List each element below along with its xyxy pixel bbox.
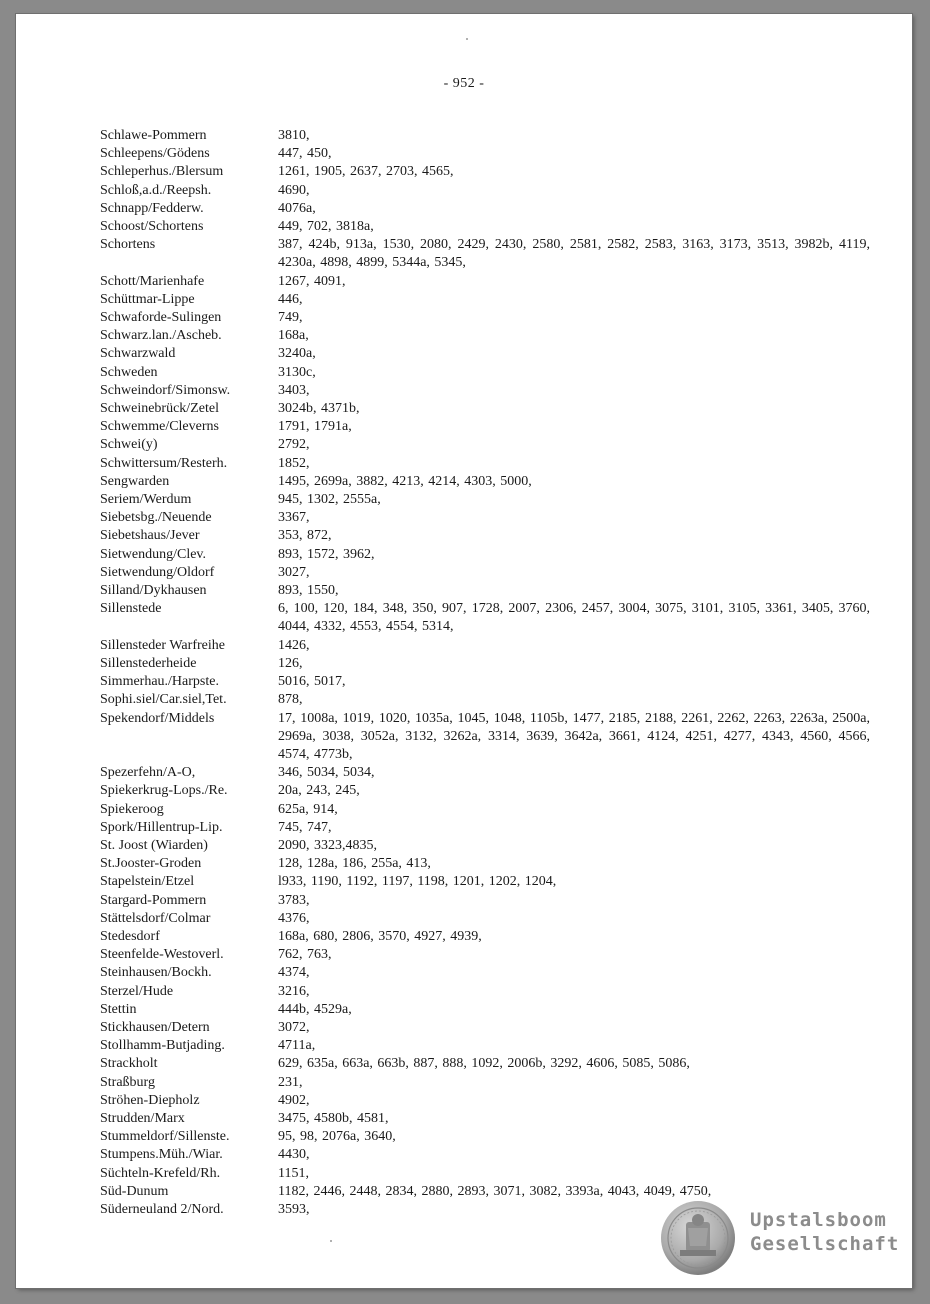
place-name: Sietwendung/Oldorf bbox=[100, 564, 215, 580]
reference-numbers: 1182, 2446, 2448, 2834, 2880, 2893, 3071, 3082, 3393a, 4043, 4049, 4750, bbox=[278, 1183, 712, 1199]
index-entry bbox=[100, 564, 870, 582]
reference-numbers: 353, 872, bbox=[278, 528, 332, 544]
reference-numbers: 3403, bbox=[278, 382, 310, 398]
place-name: Schott/Marienhafe bbox=[100, 273, 205, 289]
place-name: Süchteln-Krefeld/Rh. bbox=[100, 1165, 221, 1181]
reference-numbers: 446, bbox=[278, 291, 303, 307]
place-name: Stettin bbox=[100, 1001, 137, 1017]
place-name: Schwaforde-Sulingen bbox=[100, 310, 222, 326]
index-entry bbox=[100, 364, 870, 382]
reference-numbers: 3810, bbox=[278, 128, 310, 143]
index-entry bbox=[100, 1146, 870, 1164]
index-entry bbox=[100, 345, 870, 363]
index-entry bbox=[100, 655, 870, 673]
place-name: Schwei(y) bbox=[100, 437, 158, 453]
reference-numbers: 126, bbox=[278, 655, 303, 671]
reference-numbers: 5016, 5017, bbox=[278, 674, 346, 690]
index-entry bbox=[100, 309, 870, 327]
index-entry bbox=[100, 291, 870, 309]
reference-numbers: 3024b, 4371b, bbox=[278, 401, 360, 417]
place-name: Stickhausen/Detern bbox=[100, 1019, 210, 1035]
reference-numbers: 17, 1008a, 1019, 1020, 1035a, 1045, 1048, 1105b, 1477, 2185, 2188, 2261, 2262, 2263, 2263a, 2500a, 2969a, 3038, 3052a, 3132, 3262a, 3314, 3639, 3642a, 3661, 4124, 4251, 4277, 4343, 4560, 4566, 4574, 4773b, bbox=[278, 710, 870, 762]
index-entry bbox=[100, 127, 870, 145]
place-name: Stummeldorf/Sillenste. bbox=[100, 1129, 230, 1145]
reference-numbers: 2090, 3323,4835, bbox=[278, 837, 377, 853]
place-name: Schlawe-Pommern bbox=[100, 128, 207, 143]
place-name: Sengwarden bbox=[100, 473, 170, 489]
reference-numbers: 629, 635a, 663a, 663b, 887, 888, 1092, 2006b, 3292, 4606, 5085, 5086, bbox=[278, 1056, 690, 1072]
reference-numbers: 4690, bbox=[278, 182, 310, 198]
place-name: Süderneuland 2/Nord. bbox=[100, 1201, 224, 1217]
index-entry bbox=[100, 546, 870, 564]
reference-numbers: 4374, bbox=[278, 965, 310, 981]
index-entry bbox=[100, 928, 870, 946]
reference-numbers: 893, 1572, 3962, bbox=[278, 546, 375, 562]
page-number: - 952 - bbox=[443, 76, 485, 91]
place-name: Stedesdorf bbox=[100, 928, 160, 944]
place-name: Siebetsbg./Neuende bbox=[100, 510, 212, 526]
index-entry bbox=[100, 400, 870, 418]
index-entry bbox=[100, 1037, 870, 1055]
index-entry bbox=[100, 582, 870, 600]
place-name: Schoost/Schortens bbox=[100, 219, 204, 235]
reference-numbers: 1426, bbox=[278, 637, 310, 653]
place-name: Ströhen-Diepholz bbox=[100, 1092, 200, 1108]
index-entry bbox=[100, 455, 870, 473]
index-entry bbox=[100, 1183, 870, 1201]
index-list bbox=[100, 127, 870, 1219]
society-logo bbox=[660, 1200, 910, 1278]
place-name: St.Jooster-Groden bbox=[100, 856, 202, 872]
index-entry bbox=[100, 327, 870, 345]
index-entry bbox=[100, 509, 870, 527]
index-entry bbox=[100, 764, 870, 782]
place-name: Stumpens.Müh./Wiar. bbox=[100, 1147, 223, 1163]
place-name: Schüttmar-Lippe bbox=[100, 291, 195, 307]
reference-numbers: 128, 128a, 186, 255a, 413, bbox=[278, 856, 431, 872]
logo-line-1: Upstalsboom bbox=[750, 1209, 887, 1231]
place-name: Seriem/Werdum bbox=[100, 492, 192, 508]
index-entry bbox=[100, 1092, 870, 1110]
reference-numbers: 449, 702, 3818a, bbox=[278, 219, 374, 235]
scan-speck bbox=[330, 1240, 332, 1242]
reference-numbers: 3216, bbox=[278, 983, 310, 999]
index-entry bbox=[100, 873, 870, 891]
index-entry bbox=[100, 382, 870, 400]
reference-numbers: 3367, bbox=[278, 510, 310, 526]
place-name: Schwittersum/Resterh. bbox=[100, 455, 228, 471]
index-entry bbox=[100, 1074, 870, 1092]
index-entry bbox=[100, 527, 870, 545]
index-entry bbox=[100, 1110, 870, 1128]
place-name: Stargard-Pommern bbox=[100, 892, 207, 908]
place-name: Süd-Dunum bbox=[100, 1183, 169, 1199]
reference-numbers: 447, 450, bbox=[278, 146, 332, 162]
reference-numbers: 95, 98, 2076a, 3640, bbox=[278, 1129, 396, 1145]
index-entry bbox=[100, 837, 870, 855]
reference-numbers: 625a, 914, bbox=[278, 801, 338, 817]
reference-numbers: 444b, 4529a, bbox=[278, 1001, 352, 1017]
place-name: Schortens bbox=[100, 237, 156, 253]
index-entry bbox=[100, 1128, 870, 1146]
index-entry bbox=[100, 1165, 870, 1183]
reference-numbers: 878, bbox=[278, 692, 303, 708]
place-name: Stollhamm-Butjading. bbox=[100, 1038, 225, 1054]
reference-numbers: 4376, bbox=[278, 910, 310, 926]
reference-numbers: 6, 100, 120, 184, 348, 350, 907, 1728, 2007, 2306, 2457, 3004, 3075, 3101, 3105, 3361, 3405, 3760, 4044, 4332, 4553, 4554, 5314, bbox=[278, 601, 870, 635]
reference-numbers: 1267, 4091, bbox=[278, 273, 346, 289]
index-entry bbox=[100, 218, 870, 236]
reference-numbers: 945, 1302, 2555a, bbox=[278, 492, 381, 508]
place-name: Schwarz.lan./Ascheb. bbox=[100, 328, 222, 344]
place-name: Sietwendung/Clev. bbox=[100, 546, 207, 562]
place-name: Siebetshaus/Jever bbox=[100, 528, 200, 544]
reference-numbers: 749, bbox=[278, 310, 303, 326]
place-name: Schloß,a.d./Reepsh. bbox=[100, 182, 212, 198]
index-entry bbox=[100, 436, 870, 454]
reference-numbers: 3475, 4580b, 4581, bbox=[278, 1110, 389, 1126]
place-name: Spekendorf/Middels bbox=[100, 710, 215, 726]
index-entry bbox=[100, 801, 870, 819]
place-name: Schnapp/Fedderw. bbox=[100, 200, 204, 216]
place-name: Sillenstederheide bbox=[100, 655, 197, 671]
place-name: Schweinebrück/Zetel bbox=[100, 401, 219, 417]
index-entry bbox=[100, 892, 870, 910]
index-entry bbox=[100, 946, 870, 964]
index-entry bbox=[100, 855, 870, 873]
index-entry bbox=[100, 200, 870, 218]
place-name: Simmerhau./Harpste. bbox=[100, 674, 219, 690]
place-name: Sterzel/Hude bbox=[100, 983, 174, 999]
index-entry bbox=[100, 983, 870, 1001]
place-name: St. Joost (Wiarden) bbox=[100, 837, 208, 853]
place-name: Straßburg bbox=[100, 1074, 155, 1090]
reference-numbers: 2792, bbox=[278, 437, 310, 453]
seal-icon bbox=[660, 1200, 736, 1276]
reference-numbers: 3783, bbox=[278, 892, 310, 908]
index-entry bbox=[100, 673, 870, 691]
reference-numbers: 1791, 1791a, bbox=[278, 419, 352, 435]
index-entry bbox=[100, 418, 870, 436]
reference-numbers: 4076a, bbox=[278, 200, 316, 216]
index-entry bbox=[100, 1055, 870, 1073]
reference-numbers: 745, 747, bbox=[278, 819, 332, 835]
reference-numbers: l933, 1190, 1192, 1197, 1198, 1201, 1202, 1204, bbox=[278, 874, 557, 890]
reference-numbers: 4430, bbox=[278, 1147, 310, 1163]
index-entry bbox=[100, 637, 870, 655]
place-name: Steinhausen/Bockh. bbox=[100, 965, 212, 981]
place-name: Steenfelde-Westoverl. bbox=[100, 947, 224, 963]
reference-numbers: 1151, bbox=[278, 1165, 309, 1181]
index-entry bbox=[100, 236, 870, 272]
index-entry bbox=[100, 1019, 870, 1037]
reference-numbers: 4902, bbox=[278, 1092, 310, 1108]
reference-numbers: 3027, bbox=[278, 564, 310, 580]
place-name: Stättelsdorf/Colmar bbox=[100, 910, 211, 926]
index-entry bbox=[100, 910, 870, 928]
reference-numbers: 893, 1550, bbox=[278, 583, 339, 599]
index-entry bbox=[100, 600, 870, 636]
index-entry bbox=[100, 1001, 870, 1019]
index-entry bbox=[100, 782, 870, 800]
place-name: Spork/Hillentrup-Lip. bbox=[100, 819, 223, 835]
index-entry bbox=[100, 819, 870, 837]
index-entry bbox=[100, 182, 870, 200]
reference-numbers: 3240a, bbox=[278, 346, 316, 362]
reference-numbers: 20a, 243, 245, bbox=[278, 783, 360, 799]
place-name: Spiekerkrug-Lops./Re. bbox=[100, 783, 228, 799]
place-name: Schleperhus./Blersum bbox=[100, 164, 224, 180]
index-entry bbox=[100, 473, 870, 491]
reference-numbers: 1261, 1905, 2637, 2703, 4565, bbox=[278, 164, 454, 180]
place-name: Spiekeroog bbox=[100, 801, 164, 817]
index-entry bbox=[100, 163, 870, 181]
document-page bbox=[16, 14, 912, 1288]
logo-line-2: Gesellschaft bbox=[750, 1233, 900, 1255]
place-name: Spezerfehn/A-O, bbox=[100, 765, 196, 781]
index-entry bbox=[100, 491, 870, 509]
scan-speck bbox=[466, 38, 468, 40]
reference-numbers: 762, 763, bbox=[278, 947, 332, 963]
index-entry bbox=[100, 710, 870, 765]
index-entry bbox=[100, 691, 870, 709]
reference-numbers: 1852, bbox=[278, 455, 310, 471]
reference-numbers: 3072, bbox=[278, 1019, 310, 1035]
index-entry bbox=[100, 273, 870, 291]
place-name: Sophi.siel/Car.siel,Tet. bbox=[100, 692, 227, 708]
place-name: Schwarzwald bbox=[100, 346, 176, 362]
place-name: Strudden/Marx bbox=[100, 1110, 185, 1126]
reference-numbers: 3130c, bbox=[278, 364, 316, 380]
reference-numbers: 168a, bbox=[278, 328, 309, 344]
place-name: Sillensteder Warfreihe bbox=[100, 637, 225, 653]
place-name: Schleepens/Gödens bbox=[100, 146, 210, 162]
place-name: Schwemme/Cleverns bbox=[100, 419, 219, 435]
reference-numbers: 3593, bbox=[278, 1201, 310, 1217]
reference-numbers: 231, bbox=[278, 1074, 303, 1090]
place-name: Strackholt bbox=[100, 1056, 158, 1072]
place-name: Stapelstein/Etzel bbox=[100, 874, 195, 890]
place-name: Silland/Dykhausen bbox=[100, 583, 207, 599]
place-name: Schweden bbox=[100, 364, 158, 380]
reference-numbers: 1495, 2699a, 3882, 4213, 4214, 4303, 5000, bbox=[278, 473, 532, 489]
logo-text bbox=[750, 1208, 910, 1256]
place-name: Sillenstede bbox=[100, 601, 162, 617]
index-entry bbox=[100, 964, 870, 982]
reference-numbers: 4711a, bbox=[278, 1038, 316, 1054]
place-name: Schweindorf/Simonsw. bbox=[100, 382, 231, 398]
reference-numbers: 346, 5034, 5034, bbox=[278, 765, 375, 781]
index-entry bbox=[100, 145, 870, 163]
reference-numbers: 387, 424b, 913a, 1530, 2080, 2429, 2430, 2580, 2581, 2582, 2583, 3163, 3173, 3513, 3982b, 4119, 4230a, 4898, 4899, 5344a, 5345, bbox=[278, 237, 870, 271]
reference-numbers: 168a, 680, 2806, 3570, 4927, 4939, bbox=[278, 928, 482, 944]
